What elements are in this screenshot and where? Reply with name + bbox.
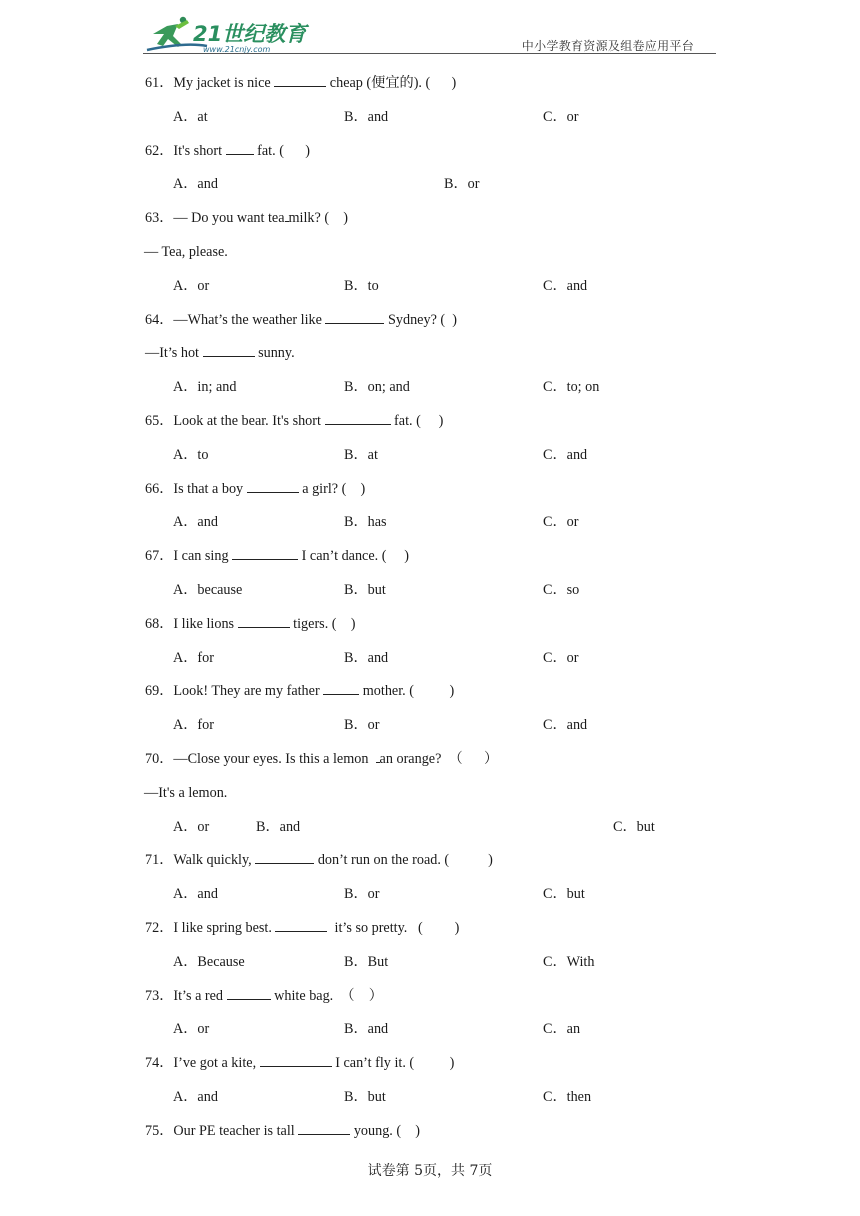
question-text: young. ( ) [350, 1122, 421, 1139]
answer-option[interactable]: C．but [543, 886, 585, 903]
answer-blank [203, 341, 255, 357]
dialogue-line [144, 780, 725, 814]
answer-option[interactable]: C．and [543, 277, 588, 294]
answer-option[interactable]: B．to [344, 277, 379, 294]
question-stem [145, 205, 725, 239]
answer-option[interactable]: C．With [543, 953, 595, 970]
answer-option[interactable]: C．but [613, 818, 655, 835]
answer-option[interactable]: B．But [344, 953, 389, 970]
dialogue-line [144, 239, 725, 273]
question-stem [145, 915, 725, 949]
options-row [145, 881, 725, 915]
question-number: 68． [145, 615, 174, 632]
question-text: Sydney? ( ) [384, 311, 457, 328]
question-text: tigers. ( ) [289, 615, 356, 632]
question-text: an orange? （ ） [379, 750, 499, 767]
options-row [145, 712, 725, 746]
question-text: I like lions [173, 615, 238, 632]
options-row [145, 273, 725, 307]
question-text: It's short [173, 142, 226, 159]
page-footer: 试卷第 5页，共 7页 [367, 1163, 493, 1179]
options-row [145, 949, 725, 983]
question-text: cheap (便宜的). ( ) [326, 75, 457, 91]
dialogue-text: —It’s hot [145, 345, 203, 362]
answer-option[interactable]: A．because [173, 581, 243, 598]
question-stem [145, 408, 725, 442]
question-text: Look at the bear. It's short [173, 412, 325, 429]
question-number: 64． [145, 311, 174, 328]
answer-option[interactable]: C．to; on [543, 379, 600, 396]
answer-option[interactable]: B．has [344, 514, 387, 531]
answer-option[interactable]: A．Because [173, 953, 245, 970]
answer-blank [274, 71, 326, 87]
question-stem [145, 543, 725, 577]
answer-blank [323, 679, 359, 695]
answer-option[interactable]: B．but [344, 581, 386, 598]
answer-option[interactable]: A．at [173, 108, 208, 125]
question-text: milk? ( ) [288, 210, 349, 227]
answer-option[interactable]: C．an [543, 1021, 581, 1038]
question-number: 75． [145, 1122, 174, 1139]
options-row [145, 814, 725, 848]
logo-url: www.21cnjy.com [203, 45, 271, 54]
question-stem [145, 983, 725, 1017]
answer-blank [238, 612, 290, 628]
answer-option[interactable]: A．and [173, 176, 218, 193]
question-text: Walk quickly, [173, 852, 256, 869]
dialogue-text: —It's a lemon. [144, 784, 228, 801]
header-divider [143, 53, 716, 54]
question-number: 72． [145, 919, 174, 936]
question-number: 73． [145, 987, 174, 1004]
page-header [143, 10, 716, 56]
dialogue-text: sunny. [254, 345, 295, 362]
question-text: My jacket is nice [173, 75, 275, 91]
question-text: I can’t fly it. ( ) [331, 1055, 455, 1072]
answer-option[interactable]: B．or [444, 176, 480, 193]
question-text: Look! They are my father [173, 683, 324, 700]
question-stem [145, 1050, 725, 1084]
answer-option[interactable]: A．to [173, 446, 209, 463]
answer-option[interactable]: B．or [344, 886, 380, 903]
question-stem [145, 70, 725, 104]
question-number: 65． [145, 412, 174, 429]
answer-blank [226, 139, 254, 155]
answer-option[interactable]: A．or [173, 818, 210, 835]
answer-option[interactable]: B．and [344, 649, 389, 666]
answer-option[interactable]: C．and [543, 446, 588, 463]
question-text: It’s a red [173, 987, 227, 1004]
answer-option[interactable]: B．but [344, 1088, 386, 1105]
answer-option[interactable]: B．on; and [344, 379, 410, 396]
question-number: 66． [145, 480, 174, 497]
answer-blank [260, 1051, 332, 1067]
answer-option[interactable]: A．and [173, 886, 218, 903]
answer-option[interactable]: A．or [173, 277, 210, 294]
answer-blank [298, 1119, 350, 1135]
question-text: I’ve got a kite, [173, 1055, 260, 1072]
logo-text: 21世纪教育 [193, 22, 307, 46]
question-text: a girl? ( ) [298, 480, 366, 497]
answer-option[interactable]: C．so [543, 581, 580, 598]
answer-option[interactable]: C．or [543, 108, 579, 125]
options-row [145, 645, 725, 679]
answer-option[interactable]: B．or [344, 717, 380, 734]
answer-option[interactable]: C．then [543, 1088, 592, 1105]
question-number: 69． [145, 683, 174, 700]
options-row [145, 509, 725, 543]
answer-option[interactable]: A．and [173, 514, 218, 531]
options-row [145, 577, 725, 611]
options-row [145, 442, 725, 476]
options-row [145, 1016, 725, 1050]
question-number: 61． [145, 75, 174, 91]
options-row [145, 171, 725, 205]
answer-option[interactable]: A．or [173, 1021, 210, 1038]
question-stem [145, 1118, 725, 1152]
answer-blank [325, 409, 391, 425]
answer-option[interactable]: A．for [173, 649, 214, 666]
answer-option[interactable]: B．and [256, 818, 301, 835]
question-text: I can’t dance. ( ) [298, 548, 409, 565]
question-text: mother. ( ) [359, 683, 455, 700]
question-text: don’t run on the road. ( ) [314, 852, 493, 869]
question-text: fat. ( ) [253, 142, 310, 159]
answer-option[interactable]: B．at [344, 446, 378, 463]
question-number: 62． [145, 142, 174, 159]
question-number: 63． [145, 210, 174, 227]
question-stem [145, 746, 725, 780]
question-stem [145, 678, 725, 712]
question-text: Our PE teacher is tall [173, 1122, 299, 1139]
answer-option[interactable]: A．and [173, 1088, 218, 1105]
answer-blank [255, 848, 314, 864]
dialogue-line [145, 340, 725, 374]
options-row [145, 1084, 725, 1118]
options-row [145, 374, 725, 408]
question-text: —What’s the weather like [173, 311, 326, 328]
answer-option[interactable]: A．in; and [173, 379, 237, 396]
answer-option[interactable]: B．and [344, 108, 389, 125]
question-text: white bag. （ ） [270, 987, 383, 1004]
question-number: 70． [145, 750, 174, 767]
answer-option[interactable]: B．and [344, 1021, 389, 1038]
answer-blank [232, 544, 298, 560]
question-text: Is that a boy [173, 480, 247, 497]
question-text: fat. ( ) [390, 412, 444, 429]
question-text: I can sing [173, 548, 233, 565]
question-text: it’s so pretty. ( ) [327, 919, 460, 936]
question-text: I like spring best. [173, 919, 276, 936]
answer-option[interactable]: C．or [543, 649, 579, 666]
question-stem [145, 611, 725, 645]
question-number: 74． [145, 1055, 174, 1072]
answer-option[interactable]: C．or [543, 514, 579, 531]
dialogue-text: — Tea, please. [144, 243, 228, 260]
question-stem [145, 138, 725, 172]
answer-blank [325, 308, 384, 324]
answer-option[interactable]: C．and [543, 717, 588, 734]
question-number: 67． [145, 548, 174, 565]
question-number: 71． [145, 852, 174, 869]
options-row [145, 104, 725, 138]
question-stem [145, 847, 725, 881]
question-list [145, 70, 725, 1152]
answer-blank [247, 477, 299, 493]
question-stem [145, 307, 725, 341]
answer-blank [275, 916, 327, 932]
header-platform-text: 中小学教育资源及组卷应用平台 [521, 39, 694, 53]
answer-option[interactable]: A．for [173, 717, 214, 734]
question-stem [145, 476, 725, 510]
question-text: — Do you want tea [173, 210, 285, 227]
answer-blank [227, 984, 271, 1000]
logo-21cnjy-icon [145, 14, 310, 54]
question-text: —Close your eyes. Is this a lemon [173, 750, 376, 767]
